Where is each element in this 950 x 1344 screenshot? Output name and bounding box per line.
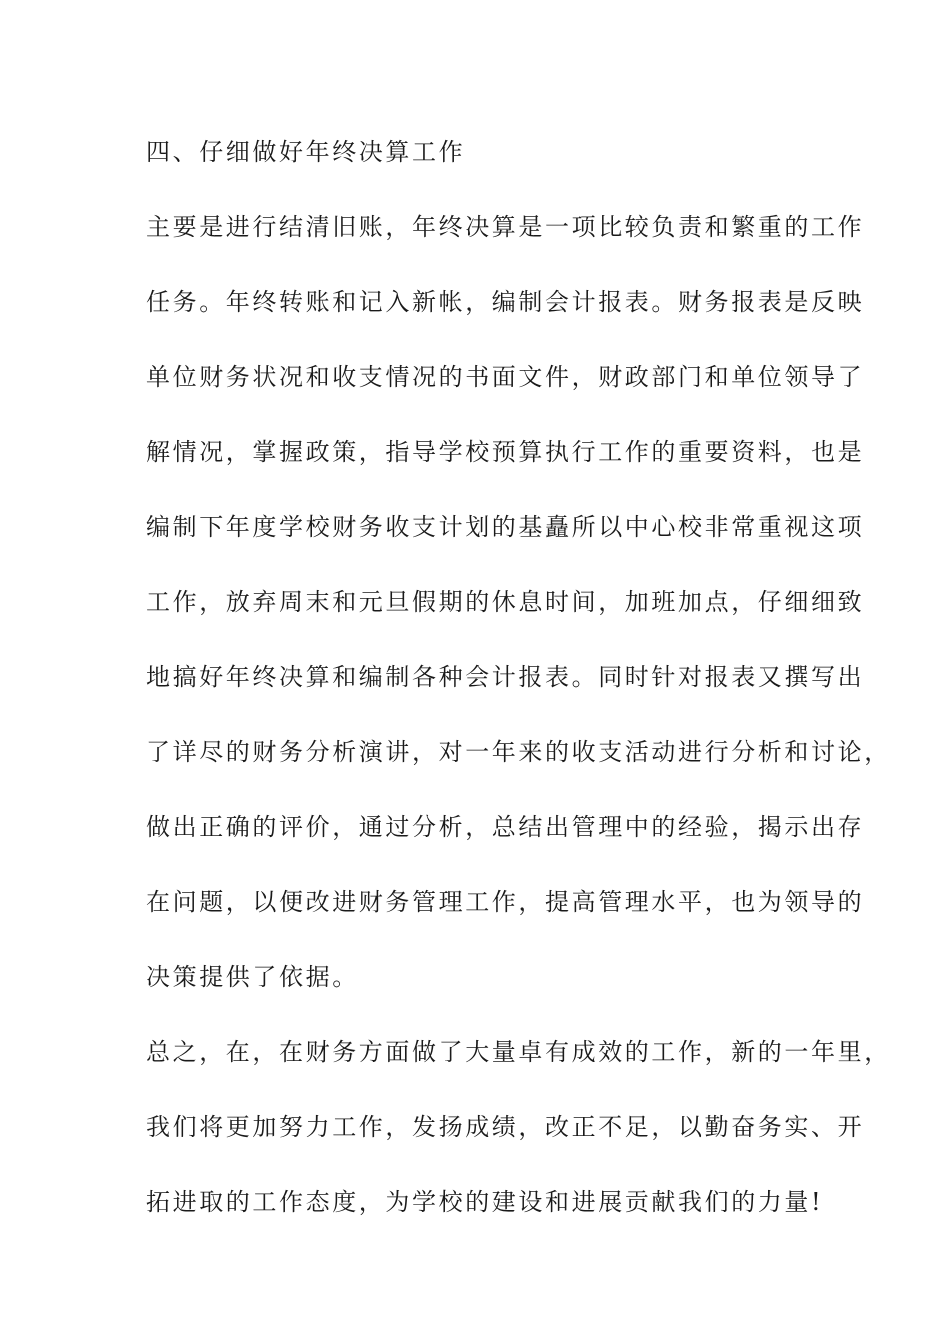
paragraph-line: 在问题，以便改进财务管理工作，提高管理水平，也为领导的 bbox=[146, 888, 865, 916]
paragraph-line: 单位财务状况和收支情况的书面文件，财政部门和单位领导了 bbox=[146, 363, 865, 391]
paragraph-line: 总之，在，在财务方面做了大量卓有成效的工作，新的一年里， bbox=[146, 1038, 891, 1066]
paragraph-line: 工作，放弃周末和元旦假期的休息时间，加班加点，仔细细致 bbox=[146, 588, 865, 616]
paragraph-line: 地搞好年终决算和编制各种会计报表。同时针对报表又撰写出 bbox=[146, 663, 865, 691]
paragraph-line: 决策提供了依据。 bbox=[146, 963, 359, 991]
section-heading: 四、仔细做好年终决算工作 bbox=[146, 138, 466, 166]
paragraph-line: 了详尽的财务分析演讲，对一年来的收支活动进行分析和讨论， bbox=[146, 738, 891, 766]
paragraph-line: 主要是进行结清旧账，年终决算是一项比较负责和繁重的工作 bbox=[146, 213, 865, 241]
paragraph-line: 编制下年度学校财务收支计划的基矗所以中心校非常重视这项 bbox=[146, 513, 865, 541]
paragraph-line: 拓进取的工作态度，为学校的建设和进展贡献我们的力量! bbox=[146, 1188, 824, 1216]
paragraph-line: 做出正确的评价，通过分析，总结出管理中的经验，揭示出存 bbox=[146, 813, 865, 841]
paragraph-line: 任务。年终转账和记入新帐，编制会计报表。财务报表是反映 bbox=[146, 288, 865, 316]
paragraph-line: 解情况，掌握政策，指导学校预算执行工作的重要资料，也是 bbox=[146, 438, 865, 466]
paragraph-line: 我们将更加努力工作，发扬成绩，改正不足，以勤奋务实、开 bbox=[146, 1113, 865, 1141]
